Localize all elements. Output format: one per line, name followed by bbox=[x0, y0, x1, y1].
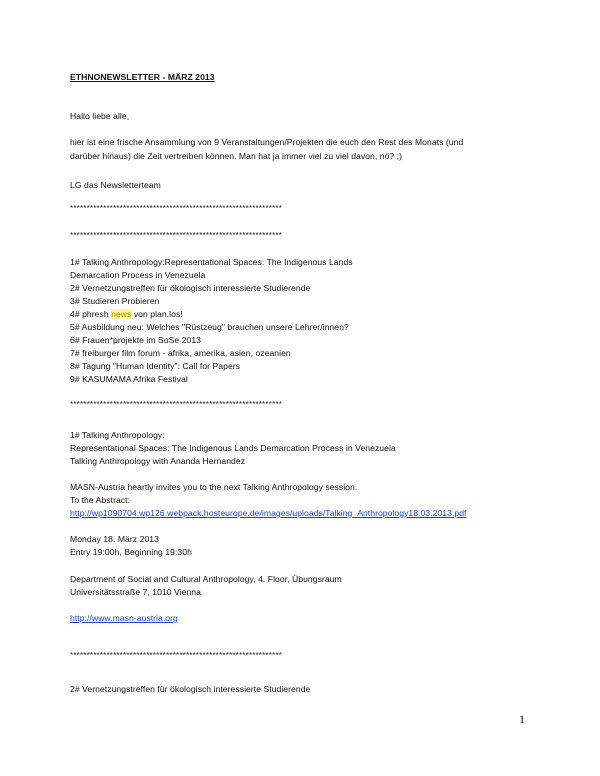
highlighted-word: news bbox=[111, 309, 132, 319]
toc-item-1-line-1: 1# Talking Anthropology:Representational Spaces: The Indigenous Lands bbox=[70, 257, 353, 267]
toc-item-4-prefix: 4# phresh bbox=[70, 309, 112, 319]
separator-line: **************************************************************** bbox=[70, 651, 283, 660]
toc-item-1-line-2: Demarcation Process in Venezuela bbox=[70, 270, 206, 280]
section-1-subtitle: Representational Spaces: The Indigenous Lands Demarcation Process in Venezuela bbox=[70, 443, 396, 453]
event-time: Entry 19:00h, Beginning 19:30h bbox=[70, 547, 192, 557]
toc-item-8: 8# Tagung "Human Identity": Call for Papers bbox=[70, 361, 241, 371]
toc-item-6: 6# Frauen*projekte im SoSe 2013 bbox=[70, 335, 202, 345]
abstract-label: To the Abstract: bbox=[70, 495, 131, 505]
signoff: LG das Newsletterteam bbox=[70, 180, 161, 190]
separator-line: **************************************************************** bbox=[70, 400, 283, 409]
intro-line-2: darüber hinaus) die Zeit vertreiben können. Man hat ja immer viel zu viel davon, nö? ;) bbox=[70, 151, 403, 161]
newsletter-title: ETHNONEWSLETTER - MÄRZ 2013 bbox=[70, 72, 215, 82]
toc-item-5: 5# Ausbildung neu: Welches "Rüstzeug" brauchen unsere Lehrer/innen? bbox=[70, 322, 349, 332]
toc-item-2: 2# Vernetzungstreffen für ökologisch interessierte Studierende bbox=[70, 283, 311, 293]
toc-item-3: 3# Studieren Probieren bbox=[70, 296, 160, 306]
section-1-heading: 1# Talking Anthropology: bbox=[70, 430, 165, 440]
intro-line-1: hier ist eine frische Ansammlung von 9 Veranstaltungen/Projekten die euch den Rest des Monats (und bbox=[70, 137, 464, 147]
abstract-link[interactable]: http://wp1090704.wp126.webpack.hosteurope.de/images/uploads/Talking_Anthropology18.03.2013.pdf bbox=[70, 508, 467, 518]
section-2-heading: 2# Vernetzungstreffen für ökologisch interessierte Studierende bbox=[70, 684, 311, 694]
section-1-speaker: Talking Anthropology with Ananda Hernandez bbox=[70, 456, 246, 466]
greeting: Hallo liebe alle, bbox=[70, 111, 130, 121]
toc-item-4-suffix: von plan.los! bbox=[131, 309, 183, 319]
separator-line: **************************************************************** bbox=[70, 204, 283, 213]
separator-line: **************************************************************** bbox=[70, 231, 283, 240]
section-1-invite: MASN-Austria heartly invites you to the next Talking Anthropology session. bbox=[70, 482, 358, 492]
venue-line-1: Department of Social and Cultural Anthropology, 4. Floor, Übungsraum bbox=[70, 574, 342, 584]
toc-item-4 bbox=[70, 309, 183, 319]
page-number: 1 bbox=[519, 712, 525, 726]
venue-line-2: Universitätsstraße 7, 1010 Vienna bbox=[70, 587, 201, 597]
masn-website-link[interactable]: http://www.masn-austria.org bbox=[70, 613, 178, 623]
toc-item-9: 9# KASUMAMA Afrika Festival bbox=[70, 374, 188, 384]
toc-item-7: 7# freiburger film forum - afrika, amerika, asien, ozeanien bbox=[70, 348, 291, 358]
event-date: Monday 18. März 2013 bbox=[70, 534, 159, 544]
